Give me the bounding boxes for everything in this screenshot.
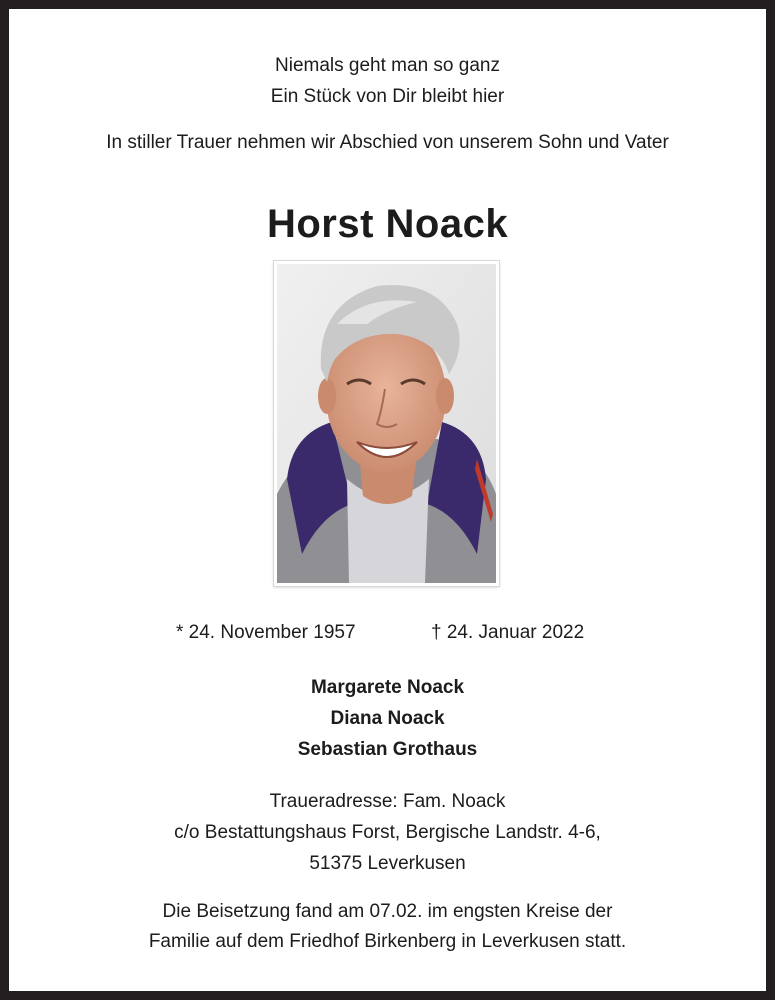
portrait-photo — [274, 261, 499, 586]
mourner-name: Diana Noack — [330, 708, 445, 729]
burial-line-1: Die Beisetzung fand am 07.02. im engsten Kreise der — [162, 901, 613, 922]
birth-date: * 24. November 1957 — [176, 622, 356, 643]
address-line-3: 51375 Leverkusen — [309, 853, 466, 874]
intro-text: In stiller Trauer nehmen wir Abschied von unserem Sohn und Vater — [106, 132, 669, 153]
death-date: † 24. Januar 2022 — [431, 622, 585, 643]
address-line-1: Traueradresse: Fam. Noack — [269, 791, 506, 812]
mourner-name: Sebastian Grothaus — [297, 739, 478, 760]
motto-line-1: Niemals geht man so ganz — [275, 55, 500, 76]
motto-line-2: Ein Stück von Dir bleibt hier — [270, 86, 505, 107]
deceased-name: Horst Noack — [266, 202, 509, 246]
address-line-2: c/o Bestattungshaus Forst, Bergische Landstr. 4-6, — [174, 822, 601, 843]
mourner-name: Margarete Noack — [310, 677, 465, 698]
burial-line-2: Familie auf dem Friedhof Birkenberg in Leverkusen statt. — [148, 931, 627, 952]
